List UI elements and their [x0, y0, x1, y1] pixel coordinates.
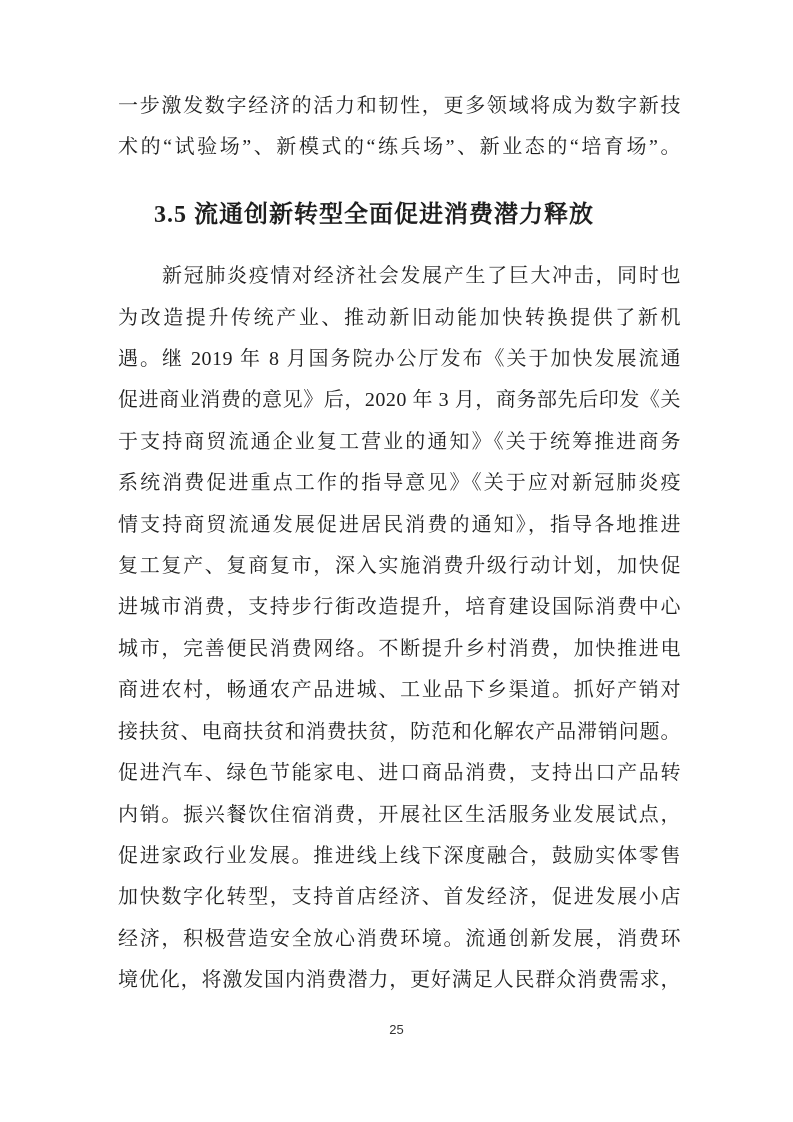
page-content: [118, 86, 681, 1002]
text-line: 促进商业消费的意见》后，2020 年 3 月，商务部先后印发《关: [118, 389, 681, 412]
text-line: 一步激发数字经济的活力和韧性，更多领域将成为数字新技: [118, 95, 681, 117]
text-line: 术的“试验场”、新模式的“练兵场”、新业态的“培育场”。: [118, 136, 681, 159]
text-line: 境优化，将激发国内消费潜力，更好满足人民群众消费需求，: [118, 969, 681, 992]
text-line: 商进农村，畅通农产品进城、工业品下乡渠道。抓好产销对: [118, 679, 681, 702]
paragraph-main: [118, 256, 681, 1001]
text-line: 为改造提升传统产业、推动新旧动能加快转换提供了新机: [118, 306, 681, 329]
text-line: 加快数字化转型，支持首店经济、首发经济，促进发展小店: [118, 886, 681, 909]
paragraph-intro: [118, 86, 681, 169]
text-line: 内销。振兴餐饮住宿消费，开展社区生活服务业发展试点，: [118, 803, 681, 826]
text-line: 于支持商贸流通企业复工营业的通知》《关于统筹推进商务: [118, 430, 681, 453]
text-line: 情支持商贸流通发展促进居民消费的通知》，指导各地推进: [118, 513, 681, 536]
section-heading: 3.5 流通创新转型全面促进消费潜力释放: [154, 201, 594, 228]
text-line: 遇。继 2019 年 8 月国务院办公厅发布《关于加快发展流通: [118, 348, 681, 371]
text-line: 复工复产、复商复市，深入实施消费升级行动计划，加快促: [118, 555, 681, 578]
text-line: 进城市消费，支持步行街改造提升，培育建设国际消费中心: [118, 596, 681, 619]
text-line: 城市，完善便民消费网络。不断提升乡村消费，加快推进电: [118, 637, 681, 660]
text-line: 接扶贫、电商扶贫和消费扶贫，防范和化解农产品滞销问题。: [118, 720, 681, 743]
text-line: 新冠肺炎疫情对经济社会发展产生了巨大冲击，同时也: [162, 265, 681, 288]
text-line: 促进汽车、绿色节能家电、进口商品消费，支持出口产品转: [118, 762, 681, 785]
text-line: 经济，积极营造安全放心消费环境。流通创新发展，消费环: [118, 927, 681, 950]
text-line: 系统消费促进重点工作的指导意见》《关于应对新冠肺炎疫: [118, 472, 681, 495]
page-number: 25: [389, 1022, 404, 1037]
text-line: 促进家政行业发展。推进线上线下深度融合，鼓励实体零售: [118, 844, 681, 867]
